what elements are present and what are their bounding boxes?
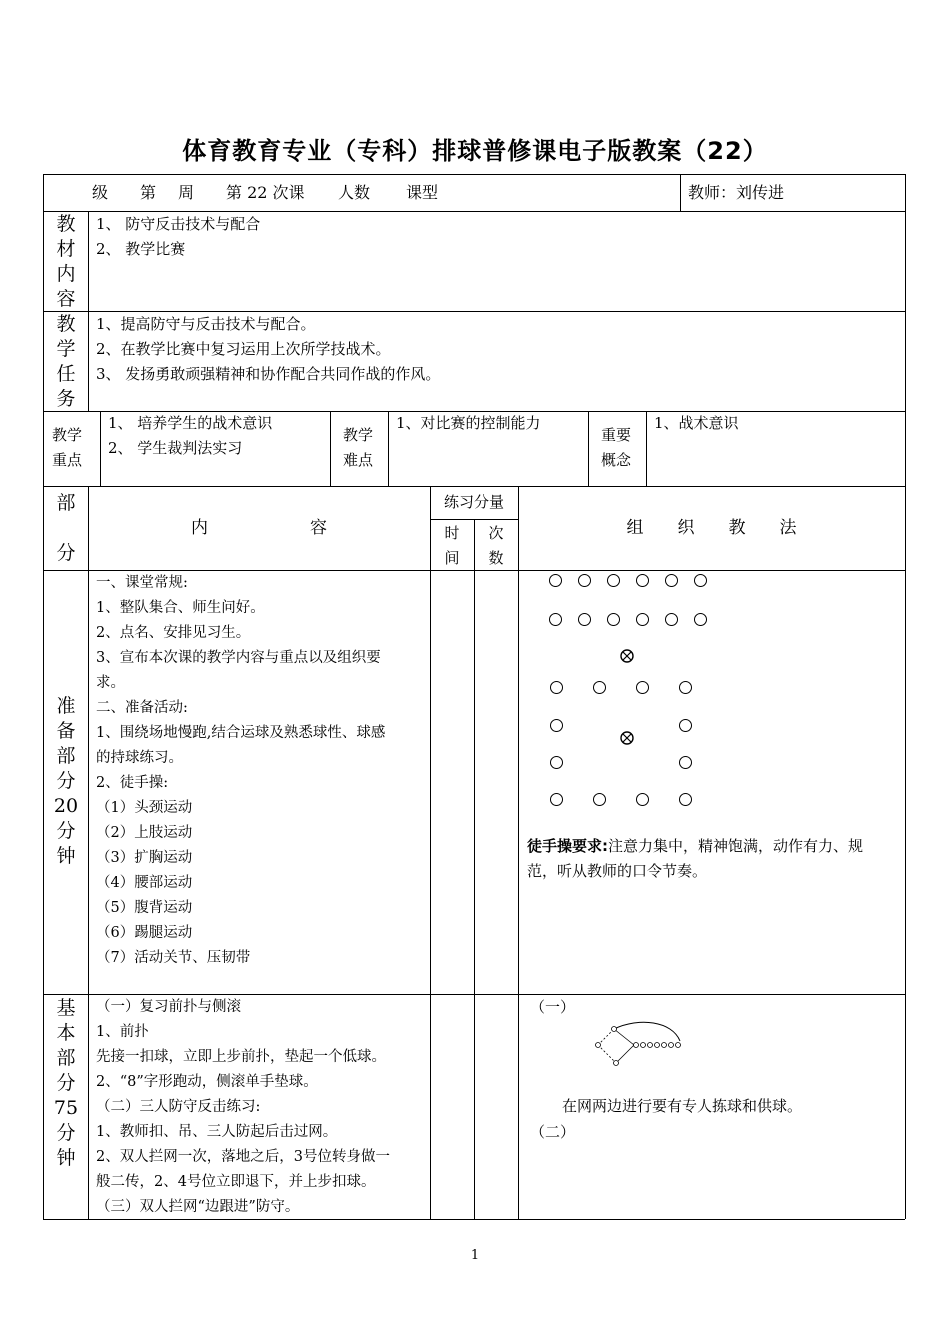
week-label: 周 — [178, 183, 195, 202]
list-item: （3）扩胸运动 — [96, 850, 193, 866]
part-header: 部 分 — [56, 492, 76, 564]
list-item: 3、宣布本次课的教学内容与重点以及组织要 — [96, 650, 381, 666]
col-divider — [646, 411, 647, 486]
list-item: 1、提高防守与反击技术与配合。 — [96, 315, 316, 333]
list-item: 1、 防守反击技术与配合 — [96, 215, 261, 233]
concept-content — [654, 411, 739, 436]
list-item: 1、战术意识 — [654, 414, 739, 432]
list-item: 1、围绕场地慢跑,结合运球及熟悉球性、球感 — [96, 725, 386, 741]
teacher-name: 教师：刘传进 — [688, 183, 785, 202]
student-marker — [578, 613, 591, 626]
student-marker — [636, 574, 649, 587]
student-marker — [607, 613, 620, 626]
student-marker — [665, 574, 678, 587]
student-marker — [550, 719, 563, 732]
teacher-marker-icon — [620, 731, 634, 745]
list-item: 2、在教学比赛中复习运用上次所学技战术。 — [96, 340, 391, 358]
list-item: （2）上肢运动 — [96, 825, 193, 841]
drill-diagram — [594, 1019, 690, 1069]
prep-label: 准 备 部 分 20 分 钟 — [53, 695, 79, 867]
student-marker — [578, 574, 591, 587]
student-marker — [549, 613, 562, 626]
list-item: （三）双人拦网“边跟进”防守。 — [96, 1199, 300, 1215]
col-divider — [388, 411, 389, 486]
method-item-2: （二） — [530, 1123, 576, 1141]
material-content — [96, 212, 260, 262]
requirements-heading: 徒手操要求: — [527, 837, 608, 855]
type-label: 课型 — [406, 183, 439, 202]
week-prefix: 第 — [140, 183, 157, 202]
list-item: 1、 培养学生的战术意识 — [108, 414, 273, 432]
list-item: 2、双人拦网一次，落地之后，3号位转身做一 — [96, 1149, 390, 1165]
row-divider — [43, 486, 905, 487]
difficulty-content — [396, 411, 541, 436]
page-number: 1 — [470, 1248, 480, 1263]
student-marker — [679, 793, 692, 806]
list-item: （5）腹背运动 — [96, 900, 193, 916]
student-marker — [679, 681, 692, 694]
list-item: 2、“8”字形跑动，侧滚单手垫球。 — [96, 1074, 318, 1090]
student-marker — [679, 719, 692, 732]
col-divider — [430, 486, 431, 1219]
col-divider — [474, 519, 475, 1219]
time-header: 时 间 — [444, 524, 460, 567]
method-header: 组 织 教 法 — [626, 518, 797, 538]
people-label: 人数 — [338, 183, 371, 202]
teacher-marker-icon — [620, 649, 634, 663]
prep-content — [96, 571, 385, 971]
table-border-top — [43, 174, 905, 175]
grade-label: 级 — [92, 183, 109, 202]
list-item: 2、 学生裁判法实习 — [108, 439, 243, 457]
student-marker — [636, 613, 649, 626]
list-item: 先接一扣球，立即上步前扑，垫起一个低球。 — [96, 1049, 386, 1065]
list-item: 3、 发扬勇敢顽强精神和协作配合共同作战的作风。 — [96, 365, 441, 383]
list-item: （1）头颈运动 — [96, 800, 193, 816]
count-header: 次 数 — [488, 524, 504, 567]
student-marker — [607, 574, 620, 587]
list-item: 2、徒手操: — [96, 775, 169, 791]
student-marker — [593, 681, 606, 694]
col-divider — [680, 174, 681, 211]
col-divider — [100, 411, 101, 486]
student-marker — [550, 681, 563, 694]
tasks-label: 教 学 任 务 — [56, 313, 76, 410]
student-marker — [550, 756, 563, 769]
list-item: 二、准备活动: — [96, 700, 188, 716]
lesson-number: 第 22 次课 — [226, 183, 305, 202]
material-label: 教 材 内 容 — [56, 213, 76, 310]
student-marker — [636, 681, 649, 694]
list-item: 的持球练习。 — [96, 750, 183, 766]
list-item: 1、前扑 — [96, 1024, 149, 1040]
basic-content — [96, 995, 390, 1220]
list-item: （6）踢腿运动 — [96, 925, 193, 941]
list-item: （二）三人防守反击练习: — [96, 1099, 261, 1115]
student-marker — [694, 574, 707, 587]
col-divider — [588, 411, 589, 486]
key-points-content — [108, 411, 272, 461]
student-marker — [636, 793, 649, 806]
exercise-requirements: 徒手操要求:注意力集中，精神饱满，动作有力、规 范，听从教师的口令节奏。 — [527, 837, 864, 880]
student-marker — [679, 756, 692, 769]
list-item: 1、教师扣、吊、三人防起后击过网。 — [96, 1124, 338, 1140]
list-item: 一、课堂常规: — [96, 575, 188, 591]
col-divider — [330, 411, 331, 486]
content-header: 内 容 — [191, 518, 327, 538]
list-item: （一）复习前扑与侧滚 — [96, 999, 241, 1015]
page-title: 体育教育专业（专科）排球普修课电子版教案（22） — [182, 137, 768, 165]
table-border-right — [905, 174, 906, 1219]
col-divider — [88, 211, 89, 411]
list-item: 1、整队集合、师生问好。 — [96, 600, 265, 616]
student-marker — [665, 613, 678, 626]
list-item: 2、点名、安排见习生。 — [96, 625, 251, 641]
col-divider — [88, 486, 89, 1219]
tasks-content — [96, 312, 440, 387]
list-item: 1、对比赛的控制能力 — [396, 414, 541, 432]
list-item: 般二传，2、4号位立即退下，并上步扣球。 — [96, 1174, 376, 1190]
student-marker — [550, 793, 563, 806]
list-item: （4）腰部运动 — [96, 875, 193, 891]
list-item: 求。 — [96, 675, 125, 691]
student-marker — [593, 793, 606, 806]
key-points-label: 教学 重点 — [52, 426, 83, 469]
col-divider — [518, 486, 519, 1219]
load-header: 练习分量 — [443, 493, 504, 511]
student-marker — [694, 613, 707, 626]
method-note: 在网两边进行要有专人拣球和供球。 — [562, 1097, 803, 1115]
student-marker — [549, 574, 562, 587]
concept-label: 重要 概念 — [601, 426, 632, 469]
basic-label: 基 本 部 分 75 分 钟 — [53, 997, 79, 1169]
list-item: （7）活动关节、压韧带 — [96, 950, 251, 966]
difficulty-label: 教学 难点 — [343, 426, 374, 469]
list-item: 2、 教学比赛 — [96, 240, 186, 258]
method-item-1: （一） — [530, 998, 576, 1016]
